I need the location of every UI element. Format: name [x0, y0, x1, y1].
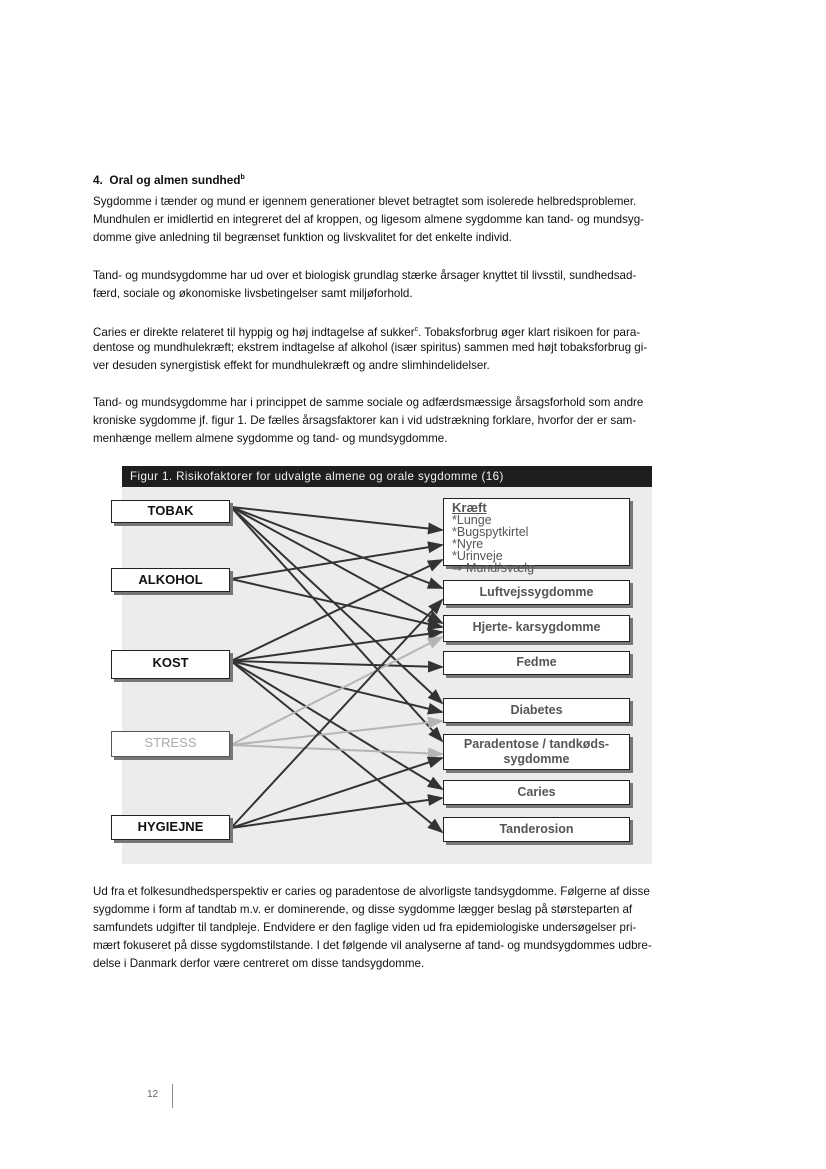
text-fragment: Caries er direkte relateret til hyppig og høj indtagelse af sukker — [93, 325, 415, 339]
cancer-item-mund-svaelg: ⇒ Mund/svælg — [452, 561, 535, 575]
page-number-divider — [172, 1084, 173, 1108]
arrow-alkohol-to-hjerte- — [231, 579, 442, 627]
text-line: Ud fra et folkesundhedsperspektiv er caries og paradentose de alvorligste tandsygdomme. Følgerne af disse — [93, 885, 650, 898]
paradentose-line: sygdomme — [503, 752, 570, 766]
disease-hjerte: Hjerte- karsygdomme — [443, 615, 630, 642]
text-line: færd, sociale og økonomiske livsbetingelser samt miljøforhold. — [93, 287, 413, 300]
text-line: dentose og mundhulekræft; ekstrem indtagelse af alkohol (især spiritus) sammen med højt tobaksforbrug gi- — [93, 341, 648, 354]
text-line: sygdomme i form af tandtab m.v. er dominerende, og disse sygdomme lægger beslag på størsteparten af — [93, 903, 633, 916]
arrow-hygiejne-to-caries — [231, 798, 442, 828]
factor-kost: KOST — [111, 650, 230, 679]
text-line: ver desuden synergistisk effekt for mundhulekræft og andre slimhindelidelser. — [93, 359, 490, 372]
footnote-marker: b — [240, 174, 245, 182]
footnote-marker: c — [414, 326, 419, 333]
figure-title: Figur 1. Risikofaktorer for udvalgte almene og orale sygdomme (16) — [122, 466, 652, 487]
paragraph-5 — [93, 883, 652, 973]
section-number: 4. — [93, 173, 103, 187]
text-line: Mundhulen er imidlertid en integreret del af kroppen, og ligesom almene sygdomme kan tand- og mundsyg- — [93, 213, 645, 226]
disease-luftvej: Luftvejssygdomme — [443, 580, 630, 605]
text-line: domme give anledning til begrænset funktion og livskvalitet for det enkelte individ. — [93, 231, 512, 244]
cancer-item: *Nyre — [452, 537, 484, 551]
disease-caries: Caries — [443, 780, 630, 805]
page-number: 12 — [147, 1089, 159, 1100]
text-line: mært fokuseret på disse sygdomstilstande. I det følgende vil analyserne af tand- og mundsygdommes udbre- — [93, 939, 652, 952]
paradentose-line: Paradentose / tandkøds- — [463, 737, 610, 751]
factor-tobak: TOBAK — [111, 500, 230, 523]
disease-tanderosion: Tanderosion — [443, 817, 630, 842]
text-fragment: . Tobaksforbrug øger klart risikoen for para- — [418, 325, 641, 339]
text-line: samfundets udgifter til tandpleje. Endvidere er den faglige viden ud fra epidemiologiske undersøgelser pri- — [93, 921, 637, 934]
arrow-stress-to-hjerte- — [231, 637, 442, 745]
disease-kraeft — [443, 498, 630, 575]
cancer-item: *Urinveje — [452, 549, 503, 563]
text-line: menhænge mellem almene sygdomme og tand- og mundsygdomme. — [93, 432, 448, 445]
disease-fedme: Fedme — [443, 651, 630, 675]
disease-diabetes: Diabetes — [443, 698, 630, 723]
text-line: Tand- og mundsygdomme har i princippet de samme sociale og adfærdsmæssige årsagsforhold som andre — [93, 396, 644, 409]
text-line: Tand- og mundsygdomme har ud over et biologisk grundlag stærke årsager knyttet til livsstil, sundhedsad- — [93, 269, 637, 282]
section-title: Oral og almen sundhed — [109, 173, 241, 187]
kraeft-title: Kræft — [452, 500, 487, 515]
arrow-tobak-to-paradentose — [231, 507, 442, 741]
text-line: Sygdomme i tænder og mund er igennem generationer blevet betragtet som isolerede helbredsproblemer. — [93, 195, 637, 208]
factor-alkohol: ALKOHOL — [111, 568, 230, 592]
factor-stress: STRESS — [111, 731, 230, 757]
text-line: kroniske sygdomme jf. figur 1. De fælles årsagsfaktorer kan i vid udstrækning forklare, hvorfor der er sam- — [93, 414, 637, 427]
arrow-alkohol-to-kræft — [231, 545, 442, 579]
factor-hygiejne: HYGIEJNE — [111, 815, 230, 840]
disease-paradentose — [443, 734, 630, 770]
cancer-item: *Bugspytkirtel — [452, 525, 529, 539]
arrow-kost-to-fedme — [231, 661, 442, 667]
cancer-item: *Lunge — [452, 513, 492, 527]
text-line: delse i Danmark derfor være centreret om disse tandsygdomme. — [93, 957, 425, 970]
